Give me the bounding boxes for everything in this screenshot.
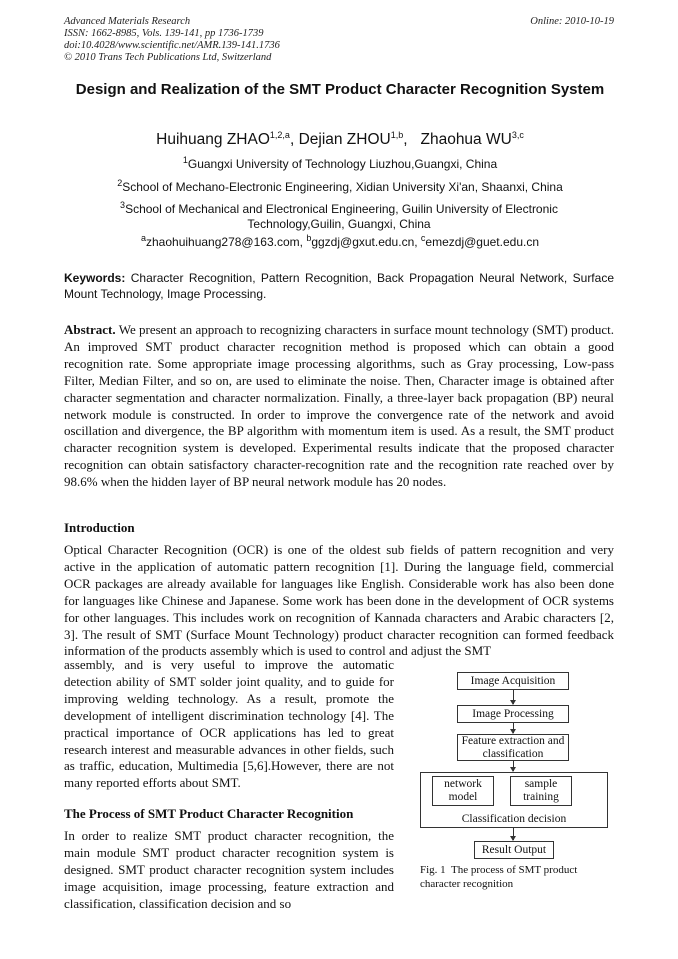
author-sup: 1,b (390, 129, 404, 140)
keywords (64, 270, 614, 302)
process-paragraph: In order to realize SMT product character recognition, the main module SMT product character recognition system is designed. SMT product character recognition system includes image acquisition, image processing, feature extraction and classification, classification decision and so (64, 828, 394, 911)
copyright-line: © 2010 Trans Tech Publications Ltd, Switzerland (64, 52, 272, 63)
box-result-output: Result Output (474, 841, 554, 859)
introduction-paragraph-continued: assembly, and is very useful to improve the automatic detection ability of SMT solder joint quality, and to guide for improving welding technology. As a result, promote the development of intelligent discrimination technology [4]. The practical importance of OCR applications has led to great research interest and measurable advances in other fields, such as traffic, education, Multimedia [5,6].However, there are not many reported efforts about SMT. (64, 657, 394, 791)
caption-label: Fig. 1 (420, 864, 446, 876)
arrow-icon (513, 723, 514, 733)
figure-caption (420, 863, 610, 891)
author-sup: 1,2,a (269, 129, 290, 140)
affiliation-2: $^2$School of Mechano-Electronic Engineering, Xidian University Xi'an, Shaanxi, China (117, 178, 563, 194)
email-link[interactable]: ggzdj@gxut.edu.cn, (311, 235, 418, 249)
affiliation-3: $^3$School of Mechanical and Electronical Engineering, Guilin University of Electronic Technology,Guilin, Guangxi, China (120, 200, 558, 231)
box-network-model: network model (432, 776, 494, 806)
issn-line: ISSN: 1662-8985, Vols. 139-141, pp 1736-1739 (64, 28, 264, 39)
introduction-heading: Introduction (64, 520, 135, 535)
keywords-label: Keywords: (64, 271, 126, 285)
keywords-text: Character Recognition, Pattern Recognition, Back Propagation Neural Network, Surface Mount Technology, Image Processing. (64, 271, 614, 301)
email-link[interactable]: zhaohuihuang278@163.com, (146, 235, 303, 249)
author-name: Huihuang ZHAO (156, 131, 270, 148)
affiliation-1: $^1$Guangxi University of Technology Liuzhou,Guangxi, China (182, 155, 498, 171)
author-emails: $^a$zhaohuihuang278@163.com, $^b$ggzdj@gxut.edu.cn, $^c$emezdj@guet.edu.cn (140, 233, 540, 249)
caption-text: The process of SMT product character recognition (420, 864, 578, 890)
classification-decision-label: Classification decision (461, 813, 567, 825)
author-sup: 3,c (511, 129, 524, 140)
doi-line: doi:10.4028/www.scientific.net/AMR.139-141.1736 (64, 40, 280, 51)
arrow-icon (513, 828, 514, 840)
box-image-acquisition: Image Acquisition (457, 672, 569, 690)
author-list: Huihuang ZHAO$^{1,2,a}$, Dejian ZHOU$^{1,b}$, Zhaohua WU$^{3,c}$ (156, 129, 524, 148)
author-name: Dejian ZHOU (298, 131, 391, 148)
email-link[interactable]: emezdj@guet.edu.cn (425, 235, 540, 249)
journal-name: Advanced Materials Research (64, 16, 191, 27)
box-image-processing: Image Processing (457, 705, 569, 723)
box-feature-extraction: Feature extraction and classification (457, 734, 569, 761)
abstract-text: We present an approach to recognizing characters in surface mount technology (SMT) product. An improved SMT product character recognition method is proposed which can obtain a good recognition rate. Some appropriate image processing algorithms, such as Gray processing, Low-pass Filter, Median Filter, and so on, are used to eliminate the noise. Then, Character image is obtained after character segmentation and character normalization. Finally, a three-layer back propagation (BP) neural network module is constructed. In order to improve the convergence rate of the network and avoid oscillation and divergence, the BP algorithm with momentum item is used. As a result, the SMT product character recognition system is developed. Experimental results indicate that the proposed character recognition can obtain satisfactory character-recognition rate and the recognition rate reached over by 98.6% when the hidden layer of BP neural network module has 20 nodes. (64, 322, 615, 490)
online-date: Online: 2010-10-19 (530, 16, 614, 27)
figure-1 (412, 660, 617, 935)
arrow-icon (513, 761, 514, 771)
arrow-icon (513, 690, 514, 704)
process-heading: The Process of SMT Product Character Recognition (64, 806, 354, 821)
box-sample-training: sample training (510, 776, 572, 806)
abstract (64, 322, 614, 491)
abstract-label: Abstract. (64, 322, 116, 337)
introduction-paragraph: Optical Character Recognition (OCR) is one of the oldest sub fields of pattern recognition and very active in the application of automatic pattern recognition [1]. During the language field, commercial OCR packages are already available for languages like English. Considerable work has also been done for languages like Chinese and Japanese. Some work has been done in the development of OCR systems for other languages. This includes work on recognition of Kannada characters and Arabic characters [2, 3]. The result of SMT (Surface Mount Technology) product character recognition can formed feedback information of the products assembly which is used to control and adjust the SMT (64, 542, 614, 659)
running-header (64, 16, 280, 64)
author-name: Zhaohua WU (420, 131, 512, 148)
paper-title: Design and Realization of the SMT Product Character Recognition System (75, 81, 605, 98)
